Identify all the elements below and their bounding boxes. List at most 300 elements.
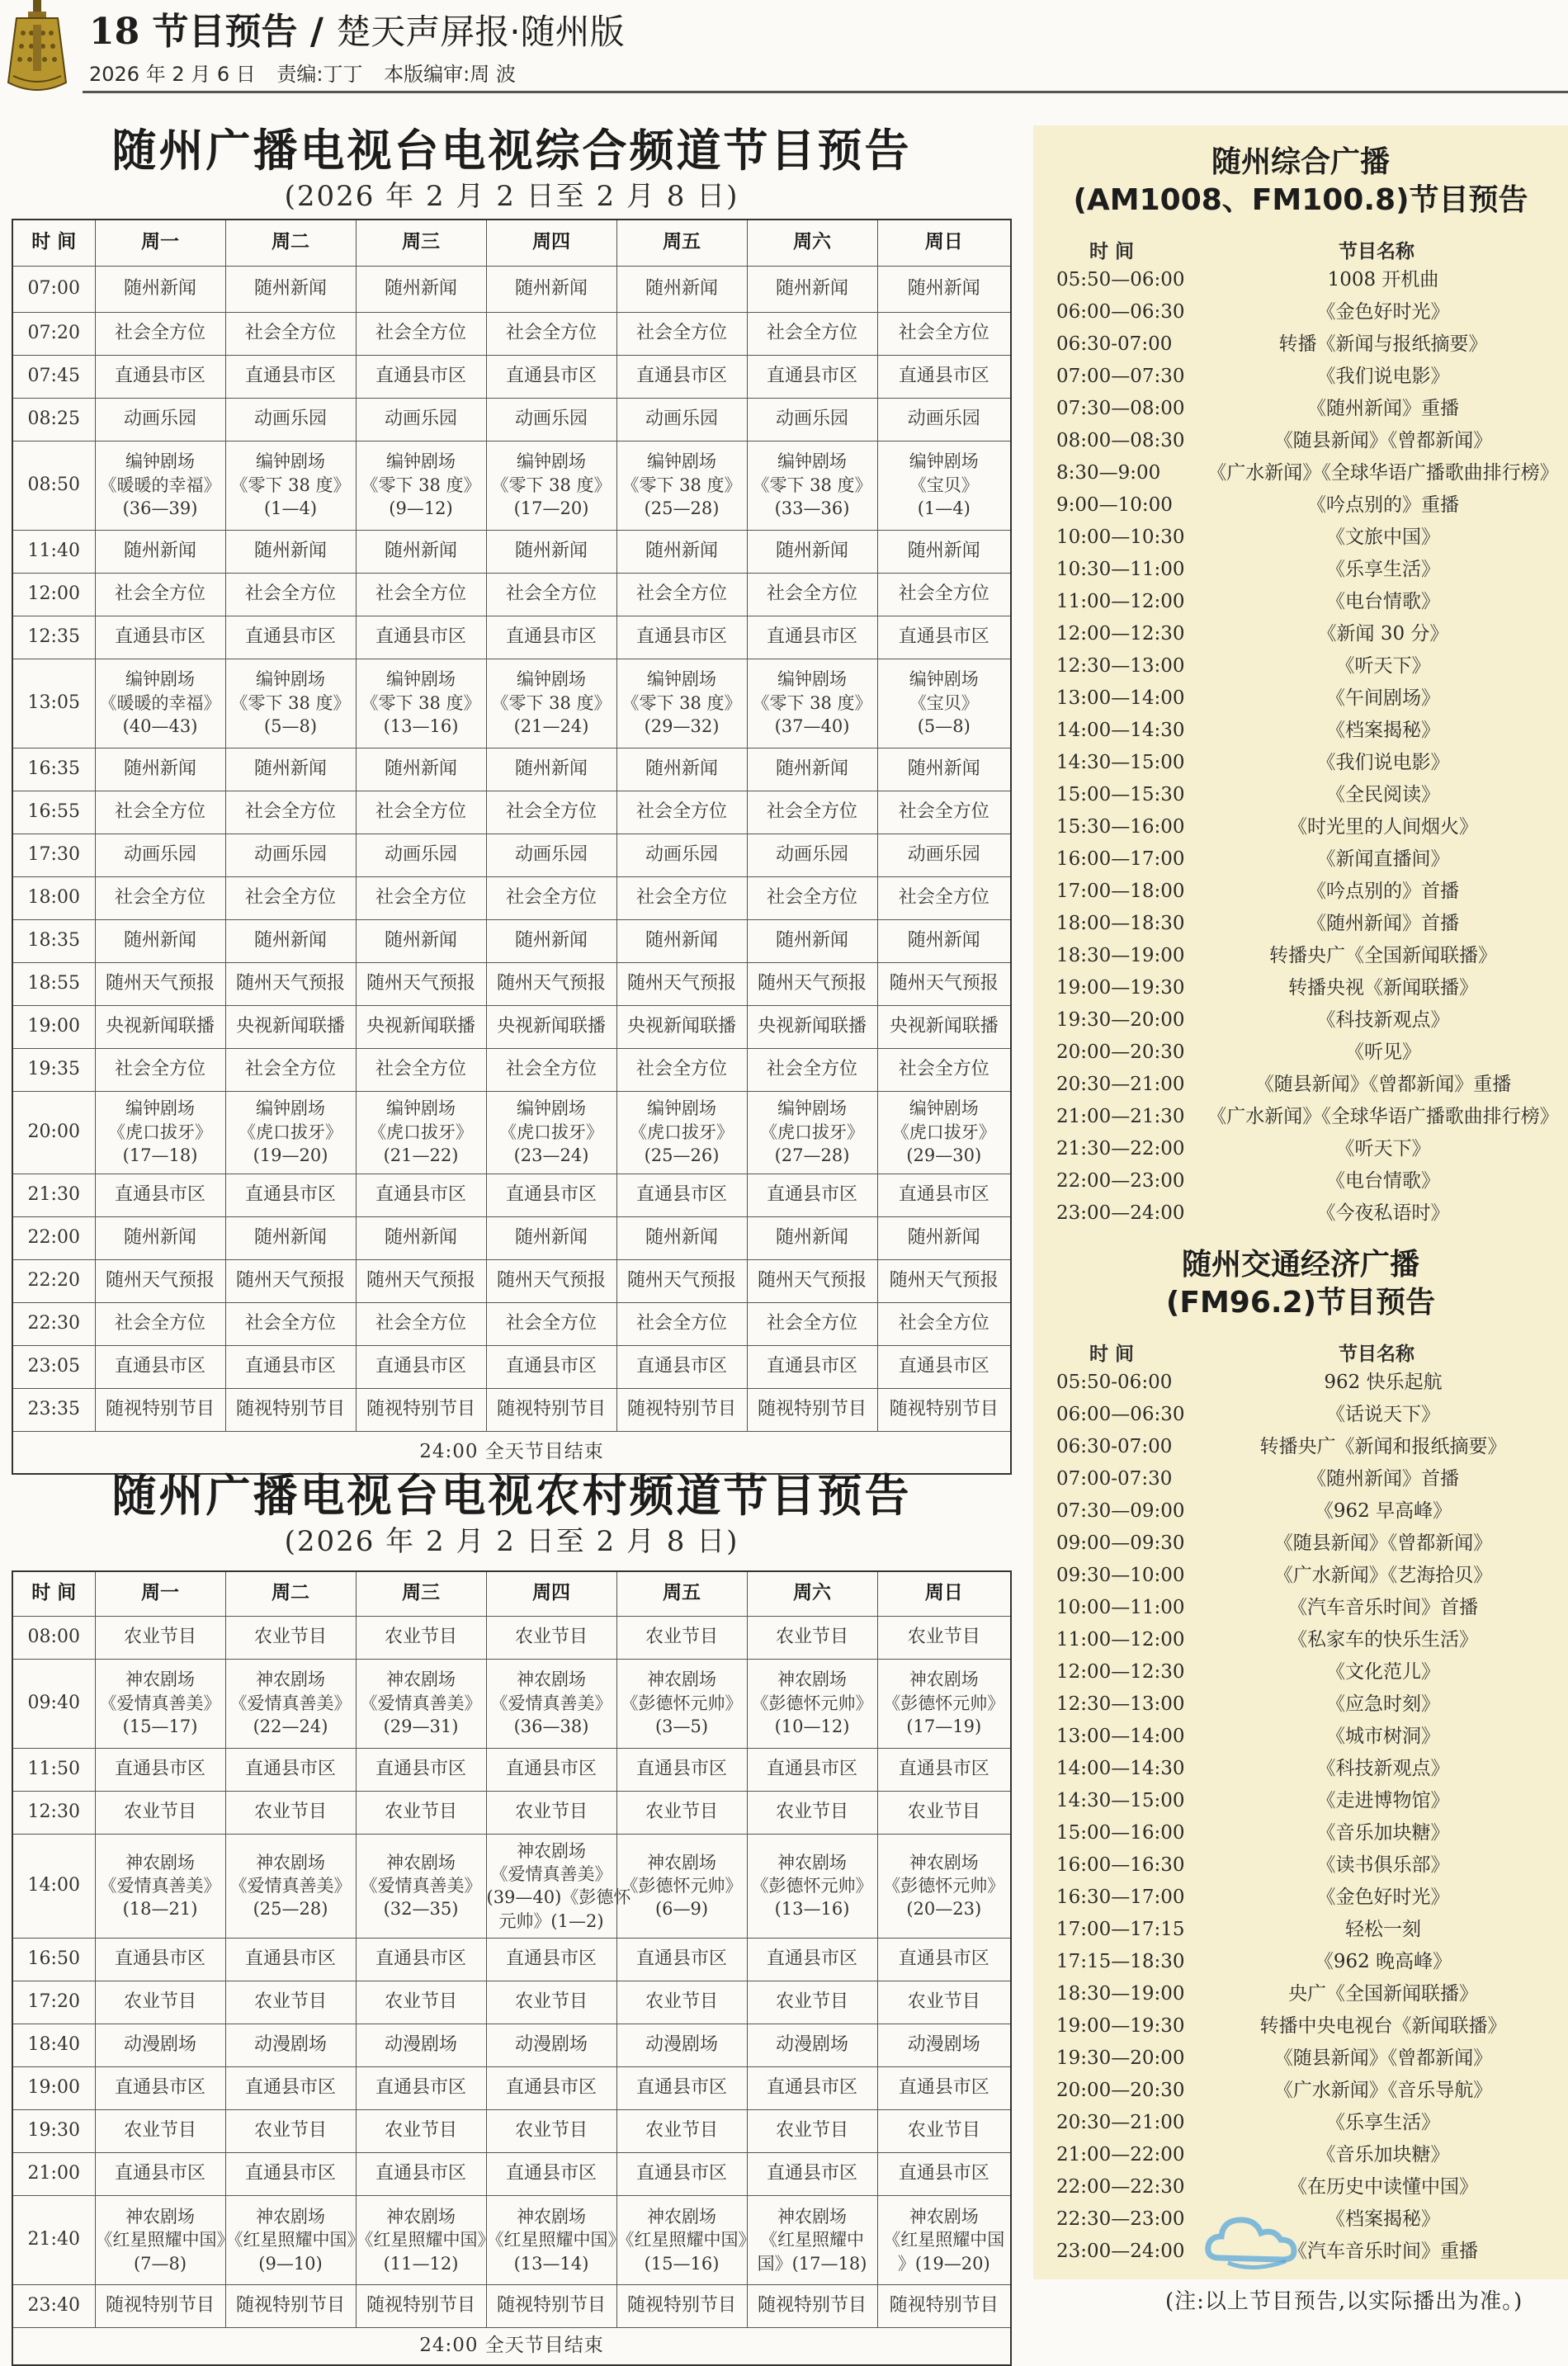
radio-traffic-col-time: 时 间 — [1089, 1344, 1135, 1365]
radio-program-name: 《乐享生活》 — [1326, 559, 1440, 580]
program-cell — [486, 748, 616, 791]
program-cell — [747, 876, 877, 919]
program-text: 》(19—20) — [897, 2253, 990, 2274]
program-text: 社会全方位 — [635, 886, 727, 908]
tv-general-schedule-table — [12, 219, 1012, 1475]
radio-time: 05:50—06:00 — [1056, 269, 1185, 290]
program-cell — [356, 1388, 486, 1431]
program-text: 直通县市区 — [375, 2163, 466, 2184]
program-text: (18—21) — [122, 1899, 198, 1920]
program-text: 随州天气预报 — [889, 1269, 999, 1291]
radio-program-row — [1033, 1495, 1568, 1528]
radio-program-row — [1033, 779, 1568, 811]
program-text: 农业节目 — [384, 1801, 457, 1822]
radio-program-name: 《随县新闻》《曾都新闻》 — [1273, 430, 1493, 451]
program-text: 编钟剧场 — [517, 451, 586, 472]
program-text: 编钟剧场 — [909, 669, 979, 690]
program-cell — [486, 1938, 616, 1981]
program-text: 社会全方位 — [635, 583, 727, 604]
radio-program-name: 《文化范儿》 — [1326, 1661, 1440, 1683]
program-cell — [356, 2066, 486, 2109]
program-text: 社会全方位 — [635, 800, 727, 822]
program-cell — [95, 1791, 225, 1834]
program-cell — [877, 530, 1011, 573]
time-cell: 22:30 — [12, 1302, 95, 1345]
radio-program-row — [1033, 1656, 1568, 1688]
program-cell — [877, 312, 1011, 355]
program-text: 神农剧场 — [125, 1669, 195, 1690]
program-cell — [747, 1005, 877, 1048]
program-text: 随视特别节目 — [235, 1398, 345, 1419]
program-text: 社会全方位 — [244, 1312, 336, 1334]
schedule-row — [12, 876, 1011, 919]
program-cell — [225, 1659, 356, 1748]
time-cell: 11:50 — [12, 1748, 95, 1791]
program-text: 农业节目 — [645, 1991, 718, 2013]
program-cell — [747, 2284, 877, 2327]
program-cell — [225, 1388, 356, 1431]
program-cell — [877, 1216, 1011, 1259]
time-cell: 12:00 — [12, 573, 95, 616]
time-cell: 21:30 — [12, 1174, 95, 1216]
radio-program-row — [1033, 1101, 1568, 1133]
program-text: 直通县市区 — [766, 1355, 857, 1377]
program-cell — [747, 1259, 877, 1302]
program-cell — [225, 2024, 356, 2066]
radio-time: 17:00—17:15 — [1056, 1919, 1185, 1940]
program-cell — [877, 355, 1011, 398]
program-cell — [356, 1981, 486, 2024]
program-cell — [356, 1791, 486, 1834]
radio-program-row — [1033, 264, 1568, 296]
program-text: 编钟剧场 — [647, 451, 716, 472]
time-cell: 18:40 — [12, 2024, 95, 2066]
radio-time: 11:00—12:00 — [1056, 591, 1185, 612]
schedule-row — [12, 659, 1011, 748]
program-cell — [616, 1791, 747, 1834]
program-text: 直通县市区 — [114, 2163, 205, 2184]
program-cell — [95, 2024, 225, 2066]
program-cell — [356, 1048, 486, 1091]
schedule-row — [12, 1938, 1011, 1981]
program-cell — [225, 398, 356, 441]
program-text: (39—40)《彭德怀 — [486, 1887, 631, 1908]
program-text: 《红星照耀中 — [760, 2230, 864, 2250]
program-text: 农业节目 — [907, 1801, 980, 1822]
time-cell: 12:35 — [12, 616, 95, 659]
radio-program-name: 《档案揭秘》 — [1326, 2208, 1440, 2230]
program-text: 央视新闻联播 — [626, 1015, 736, 1037]
schedule-row — [12, 1005, 1011, 1048]
program-cell — [747, 355, 877, 398]
program-cell — [356, 1005, 486, 1048]
program-text: 编钟剧场 — [386, 451, 456, 472]
program-cell — [486, 1302, 616, 1345]
program-text: 农业节目 — [775, 1801, 848, 1822]
program-text: 直通县市区 — [635, 626, 727, 647]
program-text: 《零下 38 度》 — [230, 692, 351, 713]
program-text: 社会全方位 — [898, 322, 989, 343]
program-cell — [877, 1791, 1011, 1834]
program-text: 动画乐园 — [384, 843, 457, 865]
program-cell — [747, 1345, 877, 1388]
radio-program-row — [1033, 1978, 1568, 2010]
program-cell — [616, 2024, 747, 2066]
schedule-row — [12, 1616, 1011, 1659]
program-cell — [877, 659, 1011, 748]
program-cell — [95, 2109, 225, 2152]
program-cell — [877, 1388, 1011, 1431]
program-text: 社会全方位 — [898, 1312, 989, 1334]
program-text: 直通县市区 — [766, 2077, 857, 2099]
radio-program-name: 《科技新观点》 — [1316, 1009, 1450, 1031]
program-text: (15—16) — [644, 2253, 720, 2274]
program-text: 《暖暖的幸福》 — [99, 475, 221, 495]
time-cell: 19:30 — [12, 2109, 95, 2152]
program-cell — [95, 2066, 225, 2109]
program-text: 动画乐园 — [384, 408, 457, 429]
program-text: 社会全方位 — [766, 583, 857, 604]
schedule-row — [12, 1048, 1011, 1091]
radio-program-row — [1033, 1197, 1568, 1230]
program-cell — [225, 2109, 356, 2152]
time-cell: 16:50 — [12, 1938, 95, 1981]
program-text: 随州新闻 — [384, 277, 457, 299]
program-text: 《彭德怀元帅》 — [621, 1876, 743, 1896]
program-cell — [356, 962, 486, 1005]
page-header — [0, 0, 1568, 92]
program-cell — [877, 791, 1011, 834]
program-text: (13—14) — [513, 2253, 589, 2274]
program-text: 央视新闻联播 — [235, 1015, 345, 1037]
program-text: 社会全方位 — [505, 322, 597, 343]
program-cell — [747, 1174, 877, 1216]
radio-schedule-panel — [1033, 125, 1568, 2279]
schedule-row — [12, 441, 1011, 530]
radio-program-name: 《广水新闻》《全球华语广播歌曲排行榜》 — [1207, 462, 1559, 484]
program-cell — [95, 2152, 225, 2195]
program-cell — [95, 834, 225, 876]
station-cloud-logo — [1203, 2208, 1311, 2274]
program-cell — [616, 530, 747, 573]
program-text: 农业节目 — [645, 1801, 718, 1822]
radio-time: 21:00—22:00 — [1056, 2144, 1185, 2165]
radio-program-name: 《听天下》 — [1335, 655, 1431, 677]
radio-program-name: 《金色好时光》 — [1316, 301, 1450, 323]
radio-program-row — [1033, 747, 1568, 779]
program-text: (33—36) — [774, 498, 850, 519]
radio-general-title: 随州综合广播 — [1211, 145, 1390, 179]
program-cell — [616, 1091, 747, 1174]
program-text: 直通县市区 — [114, 1183, 205, 1205]
program-text: 编钟剧场 — [125, 1098, 195, 1119]
program-text: 农业节目 — [123, 1626, 196, 1647]
program-text: 《彭德怀元帅》 — [883, 1876, 1005, 1896]
program-cell — [356, 2024, 486, 2066]
program-text: 随州新闻 — [514, 540, 588, 561]
program-text: 动漫剧场 — [514, 2034, 588, 2056]
radio-program-row — [1033, 296, 1568, 328]
time-cell: 08:25 — [12, 398, 95, 441]
program-cell — [747, 1091, 877, 1174]
radio-time: 14:30—15:00 — [1056, 1790, 1185, 1811]
program-cell — [486, 1659, 616, 1748]
program-text: (5—8) — [263, 716, 318, 737]
program-text: 社会全方位 — [114, 1312, 205, 1334]
program-text: 农业节目 — [253, 1991, 327, 2013]
time-cell: 23:05 — [12, 1345, 95, 1388]
program-text: 农业节目 — [775, 2120, 848, 2142]
program-text: 社会全方位 — [505, 1312, 597, 1334]
program-cell — [747, 659, 877, 748]
program-text: 直通县市区 — [766, 2163, 857, 2184]
program-text: 神农剧场 — [517, 1669, 586, 1690]
radio-program-row — [1033, 328, 1568, 361]
radio-program-name: 《城市树洞》 — [1326, 1726, 1440, 1747]
program-text: 农业节目 — [253, 1626, 327, 1647]
program-text: 社会全方位 — [375, 886, 466, 908]
program-text: 直通县市区 — [244, 1758, 336, 1779]
radio-time: 06:30-07:00 — [1056, 1436, 1173, 1457]
radio-program-name: 《随州新闻》首播 — [1307, 913, 1459, 934]
program-cell — [877, 2024, 1011, 2066]
program-text: 《零下 38 度》 — [752, 475, 872, 495]
page-section: 18 节目预告 — [89, 11, 298, 53]
program-text: 社会全方位 — [244, 886, 336, 908]
program-text: 国》(17—18) — [757, 2253, 867, 2274]
radio-program-row — [1033, 1004, 1568, 1037]
radio-traffic-col-name: 节目名称 — [1339, 1344, 1415, 1365]
program-text: 直通县市区 — [766, 1948, 857, 1970]
radio-time: 21:00—21:30 — [1056, 1106, 1185, 1127]
program-cell — [486, 266, 616, 312]
schedule-row — [12, 2195, 1011, 2284]
column-header-time: 时 间 — [12, 1571, 95, 1616]
schedule-row — [12, 2284, 1011, 2327]
program-text: 农业节目 — [123, 1801, 196, 1822]
program-text: 社会全方位 — [114, 800, 205, 822]
program-text: 神农剧场 — [386, 1852, 456, 1872]
time-cell: 07:45 — [12, 355, 95, 398]
radio-program-name: 《私家车的快乐生活》 — [1288, 1629, 1478, 1651]
schedule-header-row — [12, 1571, 1011, 1616]
radio-time: 8:30—9:00 — [1056, 462, 1161, 484]
program-text: 随视特别节目 — [889, 2295, 999, 2316]
program-text: 直通县市区 — [375, 2077, 466, 2099]
program-cell — [486, 1388, 616, 1431]
schedule-row — [12, 1748, 1011, 1791]
program-cell — [616, 1748, 747, 1791]
program-text: 编钟剧场 — [777, 669, 847, 690]
program-cell — [616, 355, 747, 398]
radio-program-row — [1033, 908, 1568, 940]
radio-program-row — [1033, 1367, 1568, 1399]
program-cell — [747, 266, 877, 312]
program-text: 农业节目 — [514, 2120, 588, 2142]
radio-program-name: 转播央广《新闻和报纸摘要》 — [1259, 1436, 1507, 1457]
program-text: 《虎口拔牙》 — [891, 1122, 996, 1142]
program-text: 社会全方位 — [114, 1058, 205, 1079]
program-text: 随州新闻 — [645, 277, 718, 299]
program-cell — [616, 748, 747, 791]
program-text: 随州新闻 — [514, 1226, 588, 1248]
radio-program-name: 《广水新闻》《艺海拾贝》 — [1273, 1565, 1493, 1586]
radio-time: 17:00—18:00 — [1056, 881, 1185, 902]
program-cell — [877, 876, 1011, 919]
program-text: 直通县市区 — [114, 626, 205, 647]
time-cell: 08:50 — [12, 441, 95, 530]
program-cell — [486, 659, 616, 748]
time-cell: 07:00 — [12, 266, 95, 312]
radio-program-row — [1033, 972, 1568, 1004]
program-cell — [486, 312, 616, 355]
program-text: (29—32) — [644, 716, 720, 737]
radio-time: 16:00—17:00 — [1056, 848, 1185, 870]
time-cell: 18:55 — [12, 962, 95, 1005]
radio-program-name: 《我们说电影》 — [1316, 366, 1450, 387]
radio-program-row — [1033, 843, 1568, 876]
program-cell — [486, 1005, 616, 1048]
radio-program-row — [1033, 1528, 1568, 1560]
program-text: 社会全方位 — [766, 1058, 857, 1079]
column-header-day: 周五 — [616, 220, 747, 266]
radio-program-name: 《随州新闻》首播 — [1307, 1468, 1459, 1490]
program-cell — [747, 1616, 877, 1659]
program-cell — [356, 834, 486, 876]
time-cell: 21:40 — [12, 2195, 95, 2284]
program-text: 直通县市区 — [898, 1758, 989, 1779]
program-text: 社会全方位 — [114, 322, 205, 343]
program-text: 社会全方位 — [635, 1058, 727, 1079]
time-cell: 23:40 — [12, 2284, 95, 2327]
program-cell — [877, 1616, 1011, 1659]
radio-program-row — [1033, 2139, 1568, 2171]
program-text: 随州新闻 — [253, 758, 327, 779]
program-text: 《彭德怀元帅》 — [751, 1693, 873, 1713]
tv-general-title: 随州广播电视台电视综合频道节目预告 — [111, 125, 912, 177]
time-cell: 12:30 — [12, 1791, 95, 1834]
program-text: 编钟剧场 — [909, 1098, 979, 1119]
program-cell — [95, 1302, 225, 1345]
program-text: 动画乐园 — [645, 408, 718, 429]
column-header-time: 时 间 — [12, 220, 95, 266]
program-cell — [486, 876, 616, 919]
program-text: 央视新闻联播 — [889, 1015, 999, 1037]
time-cell: 16:55 — [12, 791, 95, 834]
program-text: 直通县市区 — [898, 1948, 989, 1970]
radio-program-name: 《读书俱乐部》 — [1316, 1854, 1450, 1876]
program-text: (5—8) — [917, 716, 971, 737]
radio-time: 22:00—22:30 — [1056, 2176, 1185, 2198]
program-text: 动画乐园 — [123, 408, 196, 429]
program-cell — [225, 1834, 356, 1938]
program-cell — [356, 312, 486, 355]
program-text: 动漫剧场 — [775, 2034, 848, 2056]
program-text: 随州新闻 — [384, 540, 457, 561]
radio-program-row — [1033, 1037, 1568, 1069]
time-cell: 07:20 — [12, 312, 95, 355]
program-cell — [877, 2195, 1011, 2284]
program-cell — [356, 1091, 486, 1174]
program-cell — [486, 573, 616, 616]
radio-program-name: 《962 晚高峰》 — [1314, 1951, 1452, 1972]
time-cell: 20:00 — [12, 1091, 95, 1174]
program-text: 《虎口拔牙》 — [369, 1122, 473, 1142]
program-text: 《虎口拔牙》 — [499, 1122, 603, 1142]
program-cell — [616, 1216, 747, 1259]
program-text: (6—9) — [654, 1899, 709, 1920]
program-text: 随州新闻 — [775, 758, 848, 779]
program-text: 《彭德怀元帅》 — [883, 1693, 1005, 1713]
program-cell — [356, 441, 486, 530]
program-cell — [225, 1091, 356, 1174]
program-text: 农业节目 — [775, 1626, 848, 1647]
program-cell — [356, 1834, 486, 1938]
program-cell — [356, 616, 486, 659]
program-text: 《零下 38 度》 — [230, 475, 351, 495]
program-text: 《零下 38 度》 — [621, 475, 742, 495]
layout-editor: 本版编审:周 波 — [384, 63, 516, 86]
program-cell — [225, 962, 356, 1005]
time-cell: 11:40 — [12, 530, 95, 573]
column-header-day: 周四 — [486, 220, 616, 266]
program-text: 动漫剧场 — [907, 2034, 980, 2056]
program-text: 随视特别节目 — [757, 2295, 867, 2316]
radio-program-name: 《金色好时光》 — [1316, 1887, 1450, 1908]
radio-time: 09:00—09:30 — [1056, 1532, 1185, 1554]
radio-program-row — [1033, 1946, 1568, 1978]
schedule-row — [12, 266, 1011, 312]
program-cell — [225, 355, 356, 398]
program-cell — [486, 1259, 616, 1302]
program-cell — [225, 530, 356, 573]
radio-general-col-time: 时 间 — [1089, 241, 1135, 262]
radio-program-name: 1008 开机曲 — [1327, 269, 1439, 290]
program-cell — [616, 1981, 747, 2024]
radio-time: 09:30—10:00 — [1056, 1565, 1185, 1586]
program-cell — [616, 791, 747, 834]
program-cell — [747, 2109, 877, 2152]
program-text: 《爱情真善美》 — [99, 1693, 221, 1713]
radio-time: 07:00-07:30 — [1056, 1468, 1173, 1490]
program-text: 随视特别节目 — [235, 2295, 345, 2316]
program-text: 直通县市区 — [244, 1183, 336, 1205]
program-text: 随州新闻 — [253, 540, 327, 561]
program-text: (29—30) — [906, 1145, 982, 1166]
radio-program-name: 《吟点别的》首播 — [1307, 881, 1459, 902]
schedule-row — [12, 355, 1011, 398]
radio-traffic-title: 随州交通经济广播 — [1181, 1248, 1419, 1282]
program-cell — [877, 1938, 1011, 1981]
program-text: 直通县市区 — [244, 626, 336, 647]
radio-program-name: 转播《新闻与报纸摘要》 — [1278, 333, 1488, 355]
program-text: (9—12) — [389, 498, 453, 519]
program-cell — [225, 1005, 356, 1048]
program-cell — [747, 1981, 877, 2024]
program-cell — [95, 1259, 225, 1302]
program-cell — [95, 1216, 225, 1259]
program-text: 随州新闻 — [514, 758, 588, 779]
program-cell — [877, 748, 1011, 791]
schedule-row — [12, 1216, 1011, 1259]
header-divider — [83, 91, 1568, 93]
time-cell: 22:00 — [12, 1216, 95, 1259]
program-text: 社会全方位 — [244, 1058, 336, 1079]
program-text: (36—39) — [122, 498, 198, 519]
radio-time: 23:00—24:00 — [1056, 2241, 1185, 2262]
program-cell — [95, 266, 225, 312]
program-text: 农业节目 — [123, 1991, 196, 2013]
